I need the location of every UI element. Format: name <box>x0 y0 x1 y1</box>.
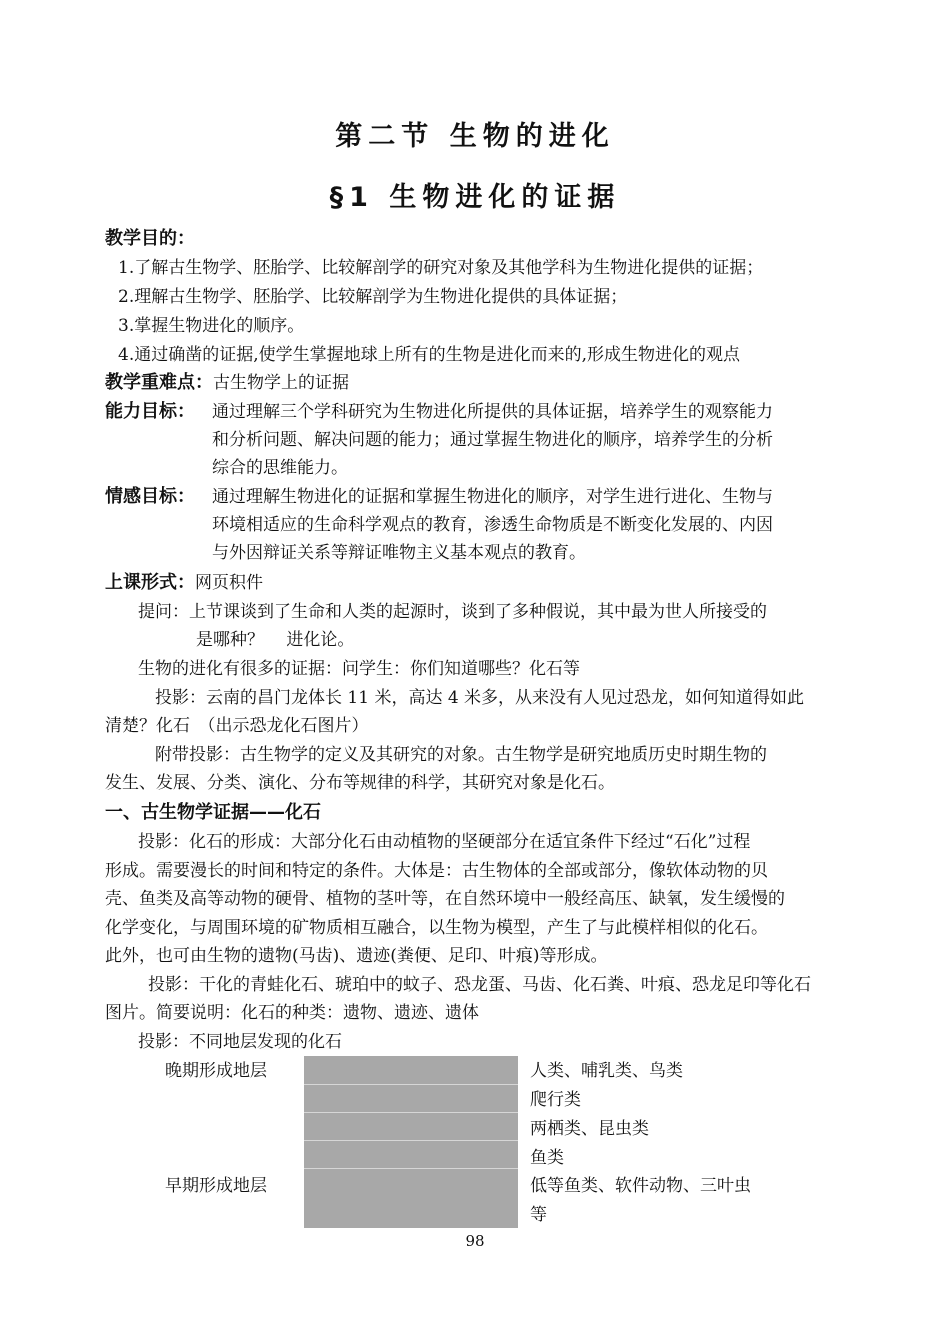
body-line: 发生、发展、分类、演化、分布等规律的科学，其研究对象是化石。 <box>105 773 615 793</box>
strata-divider <box>304 1084 518 1085</box>
strata-fossil: 人类、哺乳类、鸟类 <box>530 1061 683 1081</box>
strata-fossil: 爬行类 <box>530 1090 581 1110</box>
section1-line: 壳、鱼类及高等动物的硬骨、植物的茎叶等，在自然环境中一般经高压、缺氧，发生缓慢的 <box>105 889 785 909</box>
key-points-heading: 教学重难点： <box>105 372 213 393</box>
early-strata-label: 早期形成地层 <box>165 1176 267 1196</box>
section1-line: 投影：化石的形成：大部分化石由动植物的坚硬部分在适宜条件下经过“石化”过程 <box>138 832 751 852</box>
strata-fossil: 两栖类、昆虫类 <box>530 1119 649 1139</box>
strata-divider <box>304 1168 518 1169</box>
body-line: 生物的进化有很多的证据：问学生：你们知道哪些？化石等 <box>138 659 580 679</box>
key-points-text: 古生物学上的证据 <box>213 373 349 393</box>
format-text: 网页积件 <box>195 573 263 593</box>
ability-line: 通过理解三个学科研究为生物进化所提供的具体证据，培养学生的观察能力 <box>212 402 773 422</box>
section1-line: 形成。需要漫长的时间和特定的条件。大体是：古生物体的全部或部分，像软体动物的贝 <box>105 861 768 881</box>
section-title: 第二节 生物的进化 <box>335 121 615 152</box>
section1-line: 投影：不同地层发现的化石 <box>138 1032 342 1052</box>
objectives-heading: 教学目的： <box>105 228 195 249</box>
strata-divider <box>304 1112 518 1113</box>
emotion-line: 与外因辩证关系等辩证唯物主义基本观点的教育。 <box>212 543 586 563</box>
ability-line: 综合的思维能力。 <box>212 458 348 478</box>
section1-line: 图片。简要说明：化石的种类：遗物、遗迹、遗体 <box>105 1003 479 1023</box>
page-number: 98 <box>465 1232 485 1250</box>
body-line: 提问：上节课谈到了生命和人类的起源时，谈到了多种假说，其中最为世人所接受的 <box>138 602 767 622</box>
emotion-heading: 情感目标： <box>105 486 195 507</box>
emotion-line: 环境相适应的生命科学观点的教育，渗透生命物质是不断变化发展的、内因 <box>212 515 773 535</box>
objective-item: 1.了解古生物学、胚胎学、比较解剖学的研究对象及其他学科为生物进化提供的证据； <box>118 258 764 278</box>
objective-item: 2.理解古生物学、胚胎学、比较解剖学为生物进化提供的具体证据； <box>118 287 628 307</box>
section1-line: 投影：干化的青蛙化石、琥珀中的蚊子、恐龙蛋、马齿、化石粪、叶痕、恐龙足印等化石 <box>148 975 811 995</box>
late-strata-label: 晚期形成地层 <box>165 1061 267 1081</box>
strata-fossil: 等 <box>530 1205 547 1225</box>
body-line: 清楚？化石 （出示恐龙化石图片） <box>105 716 369 736</box>
format-heading: 上课形式： <box>105 572 195 593</box>
emotion-line: 通过理解生物进化的证据和掌握生物进化的顺序，对学生进行进化、生物与 <box>212 487 773 507</box>
body-line: 是哪种？ 进化论。 <box>196 630 355 650</box>
lesson-title: §1 生物进化的证据 <box>329 182 621 213</box>
ability-line: 和分析问题、解决问题的能力；通过掌握生物进化的顺序，培养学生的分析 <box>212 430 773 450</box>
objective-item: 4.通过确凿的证据,使学生掌握地球上所有的生物是进化而来的,形成生物进化的观点 <box>118 345 741 365</box>
strata-fossil: 鱼类 <box>530 1148 564 1168</box>
ability-heading: 能力目标： <box>105 401 195 422</box>
section1-heading: 一、古生物学证据——化石 <box>105 802 321 823</box>
class-format <box>105 568 263 598</box>
key-points <box>105 368 349 398</box>
objective-item: 3.掌握生物进化的顺序。 <box>118 316 305 336</box>
strata-column <box>304 1056 518 1228</box>
body-line: 附带投影：古生物学的定义及其研究的对象。古生物学是研究地质历史时期生物的 <box>155 745 767 765</box>
strata-fossil: 低等鱼类、软件动物、三叶虫 <box>530 1176 751 1196</box>
section1-line: 化学变化，与周围环境的矿物质相互融合，以生物为模型，产生了与此模样相似的化石。 <box>105 918 768 938</box>
body-line: 投影：云南的昌门龙体长 11 米，高达 4 米多，从来没有人见过恐龙，如何知道得如此 <box>155 688 805 708</box>
strata-divider <box>304 1140 518 1141</box>
section1-line: 此外，也可由生物的遗物(马齿)、遗迹(粪便、足印、叶痕)等形成。 <box>105 946 608 966</box>
